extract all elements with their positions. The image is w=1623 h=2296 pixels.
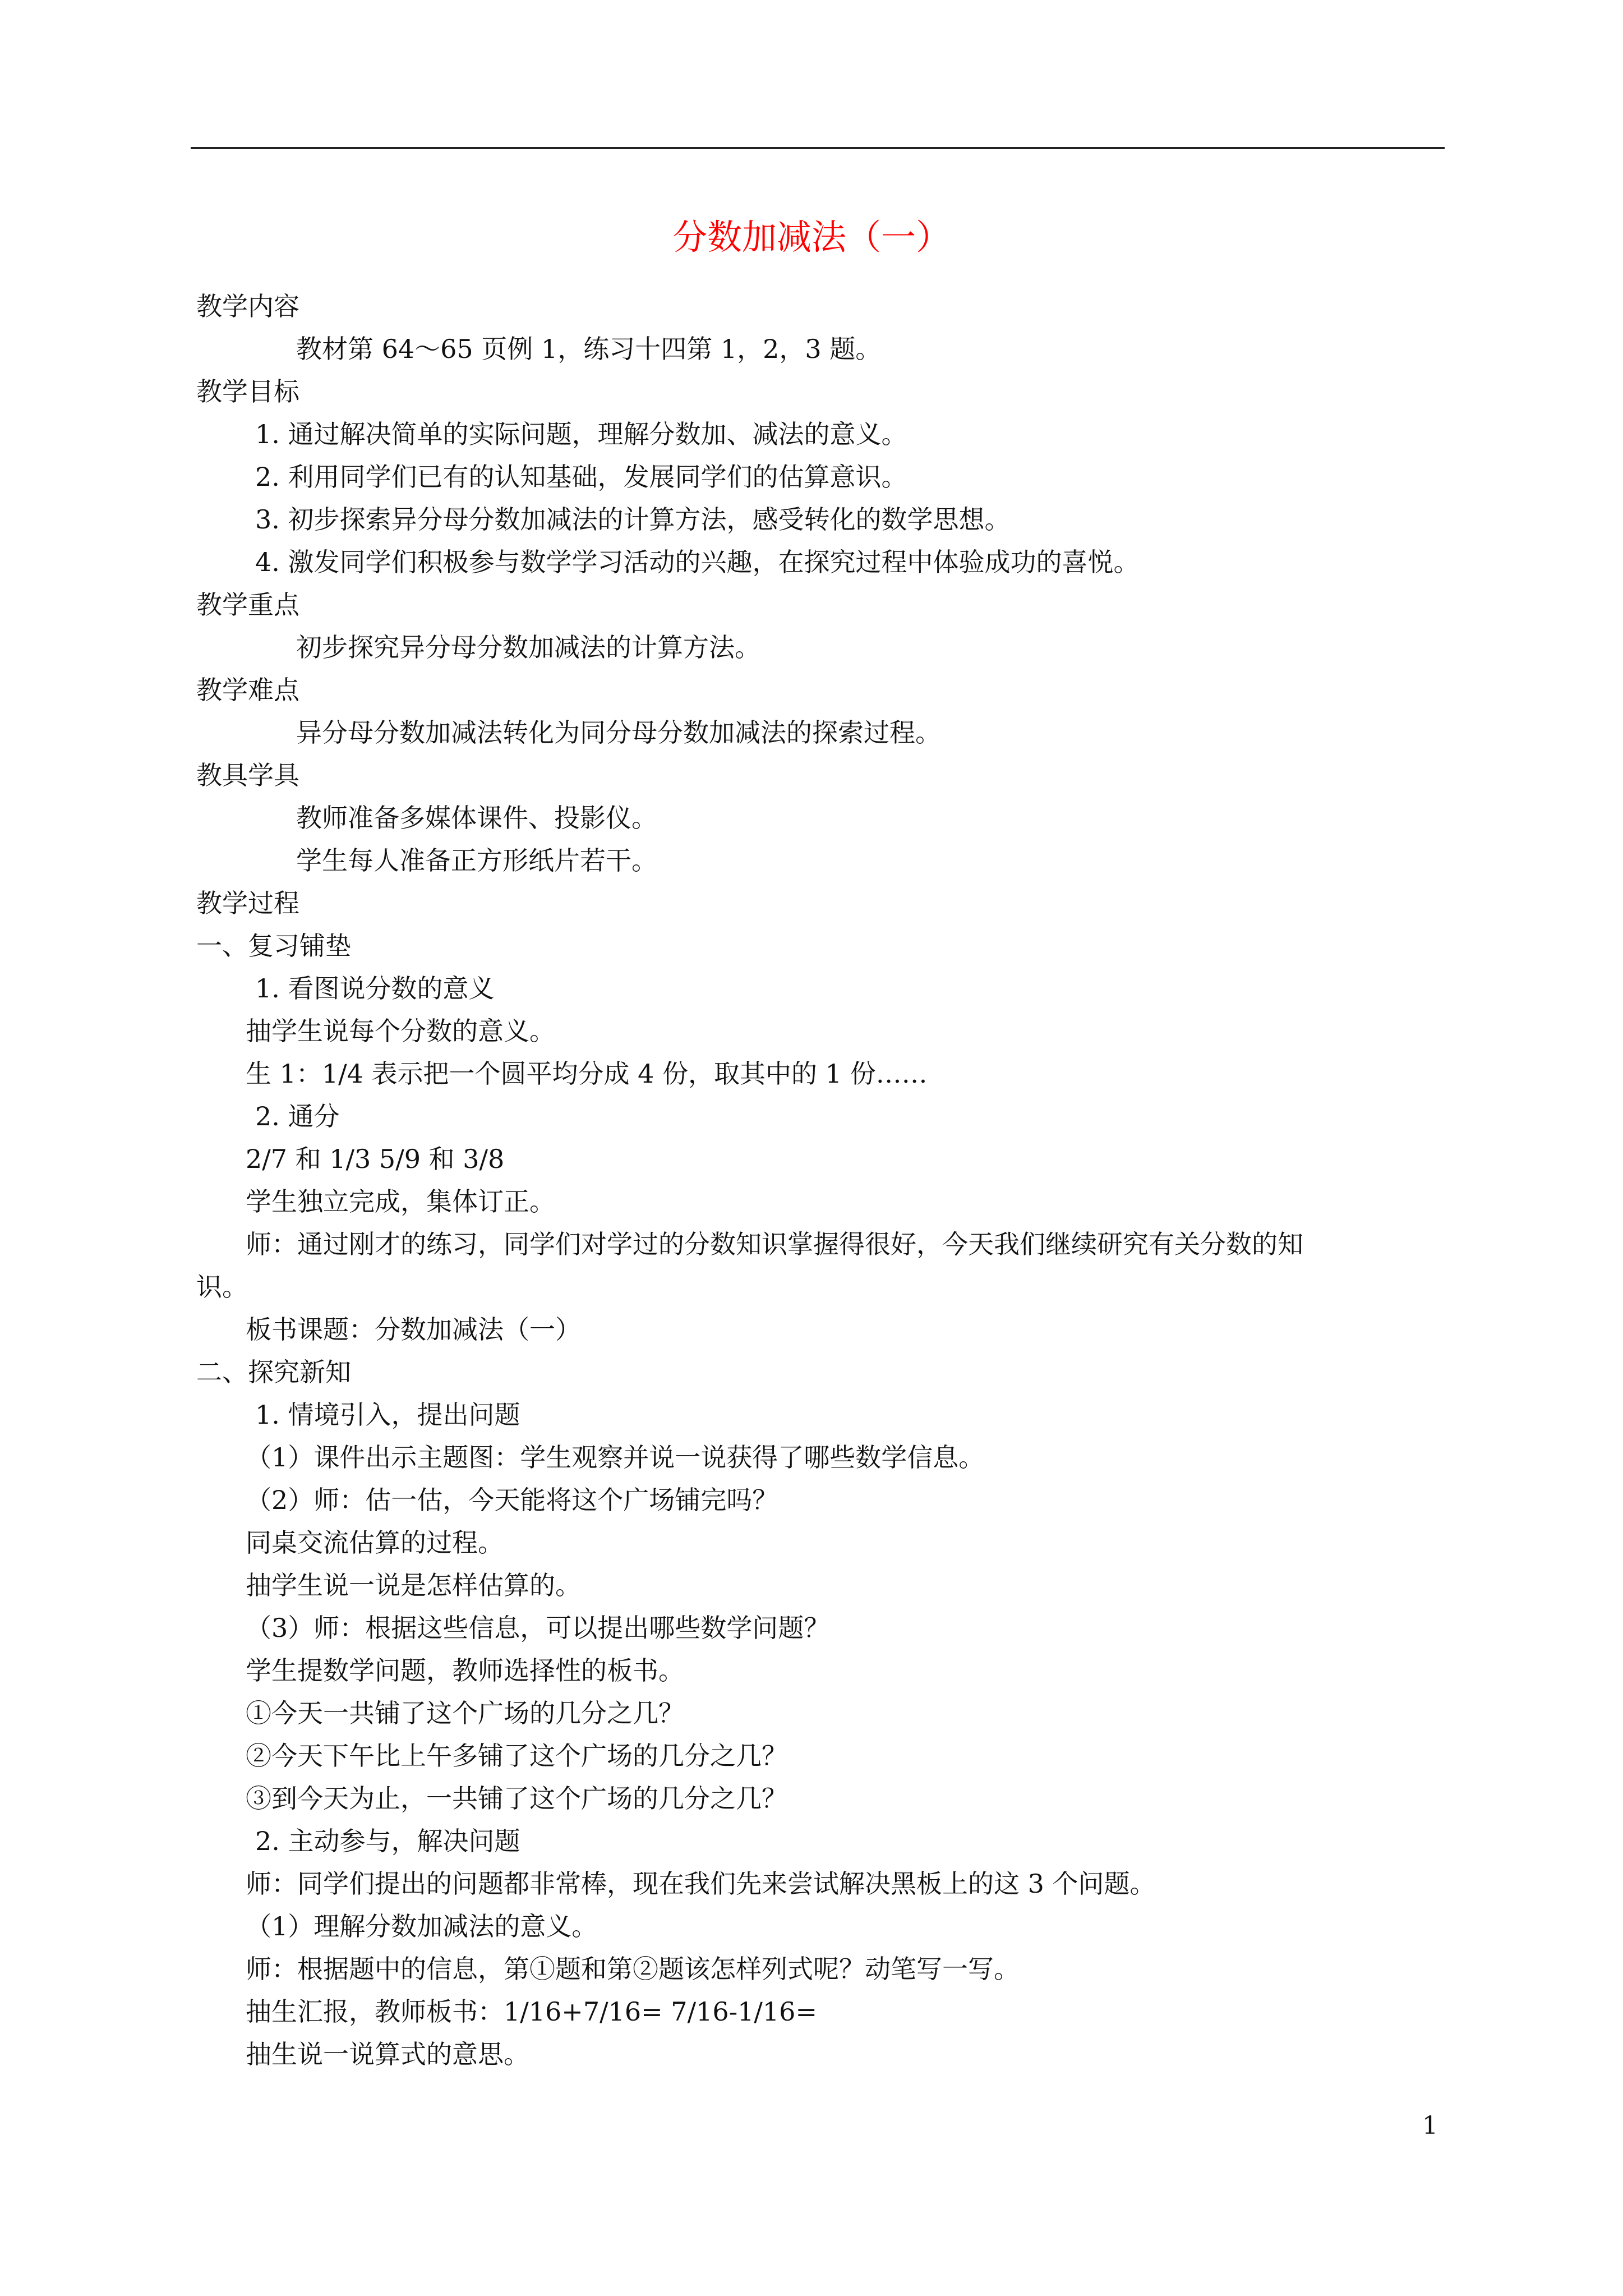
body-line: 抽学生说一说是怎样估算的。 xyxy=(246,1570,581,1600)
body-line: 抽学生说每个分数的意义。 xyxy=(246,1016,555,1046)
section-heading: 教学目标 xyxy=(196,376,299,407)
body-line: 学生独立完成，集体订正。 xyxy=(246,1186,555,1217)
body-line: （2）师：估一估，今天能将这个广场铺完吗？ xyxy=(246,1485,778,1515)
body-line: 教师准备多媒体课件、投影仪。 xyxy=(296,803,657,833)
question-item: ②今天下午比上午多铺了这个广场的几分之几？ xyxy=(246,1741,787,1771)
body-line: 生 1：1/4 表示把一个圆平均分成 4 份，取其中的 1 份…… xyxy=(246,1059,928,1089)
section-heading: 教学过程 xyxy=(196,888,299,918)
list-item: 2. 利用同学们已有的认知基础，发展同学们的估算意识。 xyxy=(255,462,907,492)
list-item: 1. 看图说分数的意义 xyxy=(255,973,495,1004)
body-line: （3）师：根据这些信息，可以提出哪些数学问题？ xyxy=(246,1613,830,1643)
page-number: 1 xyxy=(1422,2111,1438,2140)
list-item: 3. 初步探索异分母分数加减法的计算方法，感受转化的数学思想。 xyxy=(255,504,1011,535)
body-line-continuation: 识。 xyxy=(196,1272,248,1302)
section-heading: 教具学具 xyxy=(196,760,299,790)
body-line: 2/7 和 1/3 5/9 和 3/8 xyxy=(246,1144,505,1174)
section-heading: 教学难点 xyxy=(196,675,299,705)
body-line: 异分母分数加减法转化为同分母分数加减法的探索过程。 xyxy=(296,717,941,748)
list-item: 1. 情境引入，提出问题 xyxy=(255,1400,520,1430)
body-line: 抽生说一说算式的意思。 xyxy=(246,2039,529,2069)
section-heading: 教学重点 xyxy=(196,590,299,620)
body-line: 板书课题：分数加减法（一） xyxy=(246,1314,581,1345)
body-line: 师：根据题中的信息，第①题和第②题该怎样列式呢？动笔写一写。 xyxy=(246,1954,1020,1984)
body-line: 教材第 64～65 页例 1，练习十四第 1，2，3 题。 xyxy=(296,334,882,364)
list-item: 2. 主动参与，解决问题 xyxy=(255,1826,520,1856)
body-line: （1）理解分数加减法的意义。 xyxy=(246,1911,598,1941)
body-line: （1）课件出示主题图：学生观察并说一说获得了哪些数学信息。 xyxy=(246,1442,985,1473)
body-line: 抽生汇报，教师板书：1/16+7/16= 7/16-1/16= xyxy=(246,1996,817,2027)
section-heading: 教学内容 xyxy=(196,291,299,321)
body-line: 师：同学们提出的问题都非常棒，现在我们先来尝试解决黑板上的这 3 个问题。 xyxy=(246,1869,1156,1899)
body-line: 学生每人准备正方形纸片若干。 xyxy=(296,845,657,876)
question-item: ①今天一共铺了这个广场的几分之几？ xyxy=(246,1698,684,1728)
list-item: 1. 通过解决简单的实际问题，理解分数加、减法的意义。 xyxy=(255,419,907,449)
body-line: 初步探究异分母分数加减法的计算方法。 xyxy=(296,632,760,662)
subsection-heading: 一、复习铺垫 xyxy=(196,931,351,961)
document-title: 分数加减法（一） xyxy=(672,217,951,257)
question-item: ③到今天为止，一共铺了这个广场的几分之几？ xyxy=(246,1783,787,1814)
list-item: 2. 通分 xyxy=(255,1101,340,1131)
body-line: 师：通过刚才的练习，同学们对学过的分数知识掌握得很好，今天我们继续研究有关分数的知 xyxy=(246,1229,1303,1259)
body-line: 学生提数学问题，教师选择性的板书。 xyxy=(246,1655,684,1686)
body-line: 同桌交流估算的过程。 xyxy=(246,1527,504,1558)
list-item: 4. 激发同学们积极参与数学学习活动的兴趣，在探究过程中体验成功的喜悦。 xyxy=(255,547,1140,577)
subsection-heading: 二、探究新知 xyxy=(196,1357,351,1387)
